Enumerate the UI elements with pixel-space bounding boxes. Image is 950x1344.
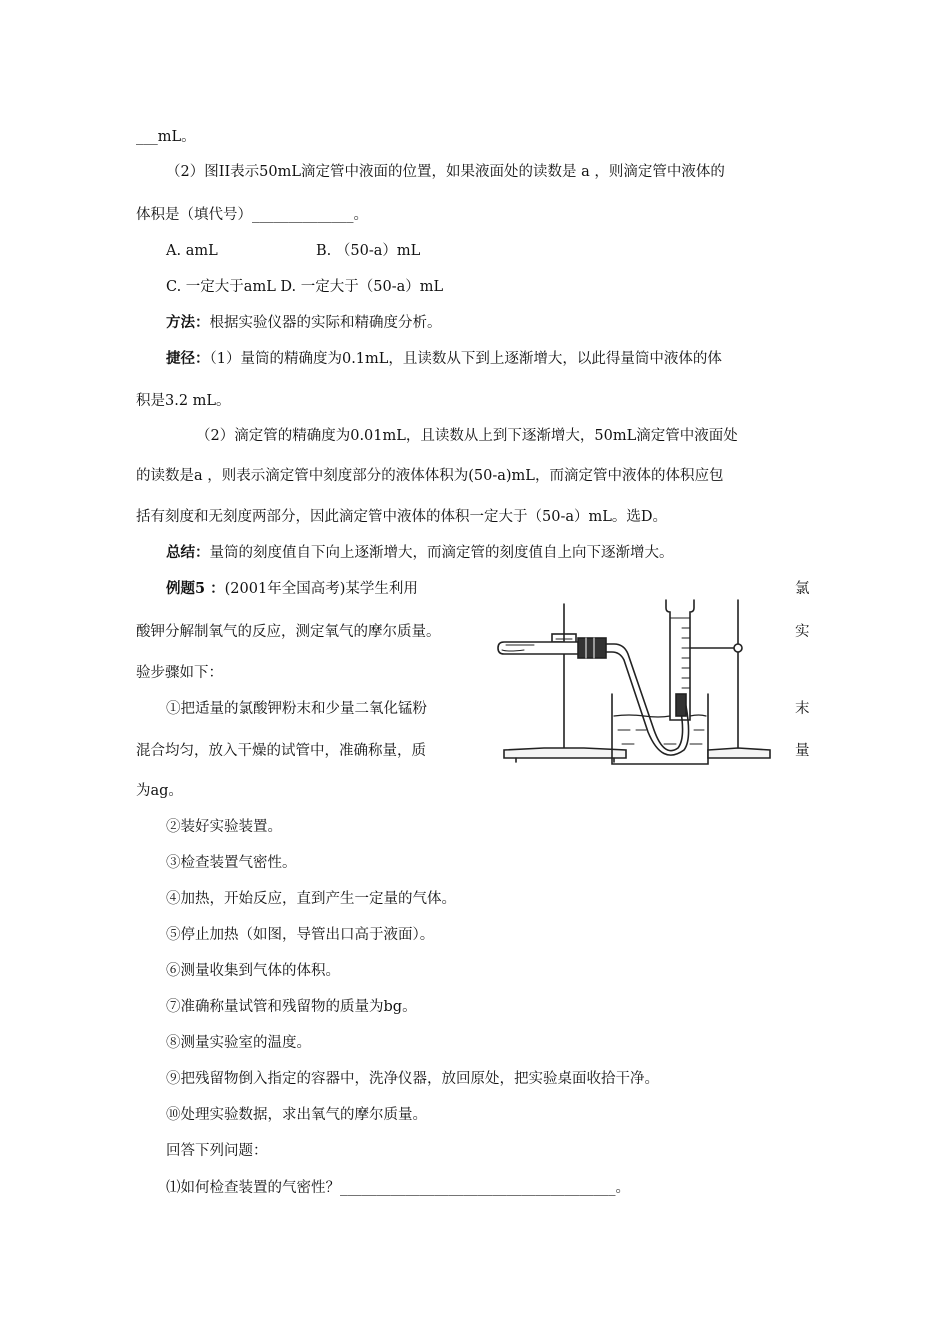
question-1: ⑴如何检查装置的气密性？______________________________________。 xyxy=(166,1180,630,1196)
step-7: ⑦准确称量试管和残留物的质量为bg。 xyxy=(166,999,417,1015)
left-stand-icon xyxy=(504,604,626,762)
options-c-d: C. 一定大于amL D. 一定大于（50-a）mL xyxy=(166,279,444,295)
questions-heading: 回答下列问题： xyxy=(166,1143,268,1159)
text-line-right: 实 xyxy=(795,624,810,640)
text-line: （2）滴定管的精确度为0.01mL，且读数从上到下逐渐增大，50mL滴定管中液面处 xyxy=(196,428,738,444)
text-line: ①把适量的氯酸钾粉末和少量二氧化锰粉 xyxy=(166,701,427,717)
method-label: 方法： xyxy=(166,314,210,331)
shortcut-line xyxy=(166,350,722,368)
text-line: 验步骤如下： xyxy=(136,665,223,681)
text-line-right: 氯 xyxy=(795,581,810,597)
step-9: ⑨把残留物倒入指定的容器中，洗净仪器，放回原处，把实验桌面收拾干净。 xyxy=(166,1071,659,1087)
step-3: ③检查装置气密性。 xyxy=(166,855,297,871)
shortcut-text: （1）量筒的精确度为0.1mL，且读数从下到上逐渐增大，以此得量筒中液体的体 xyxy=(209,351,722,367)
text-line-right: 末 xyxy=(795,701,810,717)
step-5: ⑤停止加热（如图，导管出口高于液面）。 xyxy=(166,927,435,943)
text-line: 积是3.2 mL。 xyxy=(136,393,231,409)
step-4: ④加热，开始反应，直到产生一定量的气体。 xyxy=(166,891,456,907)
example-text: (2001年全国高考)某学生利用 xyxy=(224,581,418,597)
text-line: 括有刻度和无刻度两部分，因此滴定管中液体的体积一定大于（50-a）mL。选D。 xyxy=(136,509,667,525)
text-line-right: 量 xyxy=(795,743,810,759)
method-text: 根据实验仪器的实际和精确度分析。 xyxy=(209,315,442,331)
option-a: A. amL xyxy=(166,243,218,259)
summary-label: 总结： xyxy=(166,544,210,561)
text-line: ___mL。 xyxy=(136,129,196,145)
example-label: 例题5 ： xyxy=(166,580,225,597)
step-10: ⑩处理实验数据，求出氧气的摩尔质量。 xyxy=(166,1107,427,1123)
text-line: 的读数是a ，则表示滴定管中刻度部分的液体体积为(50-a)mL，而滴定管中液体的体积应包 xyxy=(136,468,724,484)
step-8: ⑧测量实验室的温度。 xyxy=(166,1035,311,1051)
delivery-tube-icon xyxy=(606,644,689,755)
method-line xyxy=(166,314,442,332)
lab-apparatus-diagram xyxy=(494,598,824,770)
step-2: ②装好实验装置。 xyxy=(166,819,282,835)
text-line: 酸钾分解制氧气的反应，测定氧气的摩尔质量。 xyxy=(136,624,441,640)
text-line: （2）图II表示50mL滴定管中液面的位置，如果液面处的读数是 a ，则滴定管中液体的 xyxy=(166,164,725,180)
option-b: B. （50-a）mL xyxy=(316,243,421,259)
text-line: 体积是（填代号）______________。 xyxy=(136,207,368,223)
text-line: 为ag。 xyxy=(136,783,183,799)
text-line: 混合均匀，放入干燥的试管中，准确称量，质 xyxy=(136,743,426,759)
step-6: ⑥测量收集到气体的体积。 xyxy=(166,963,340,979)
summary-text: 量筒的刻度值自下向上逐渐增大，而滴定管的刻度值自上向下逐渐增大。 xyxy=(209,545,674,561)
right-stand-icon xyxy=(690,600,770,758)
summary-line xyxy=(166,544,674,562)
shortcut-label: 捷径： xyxy=(166,350,210,367)
example-line xyxy=(166,580,418,598)
